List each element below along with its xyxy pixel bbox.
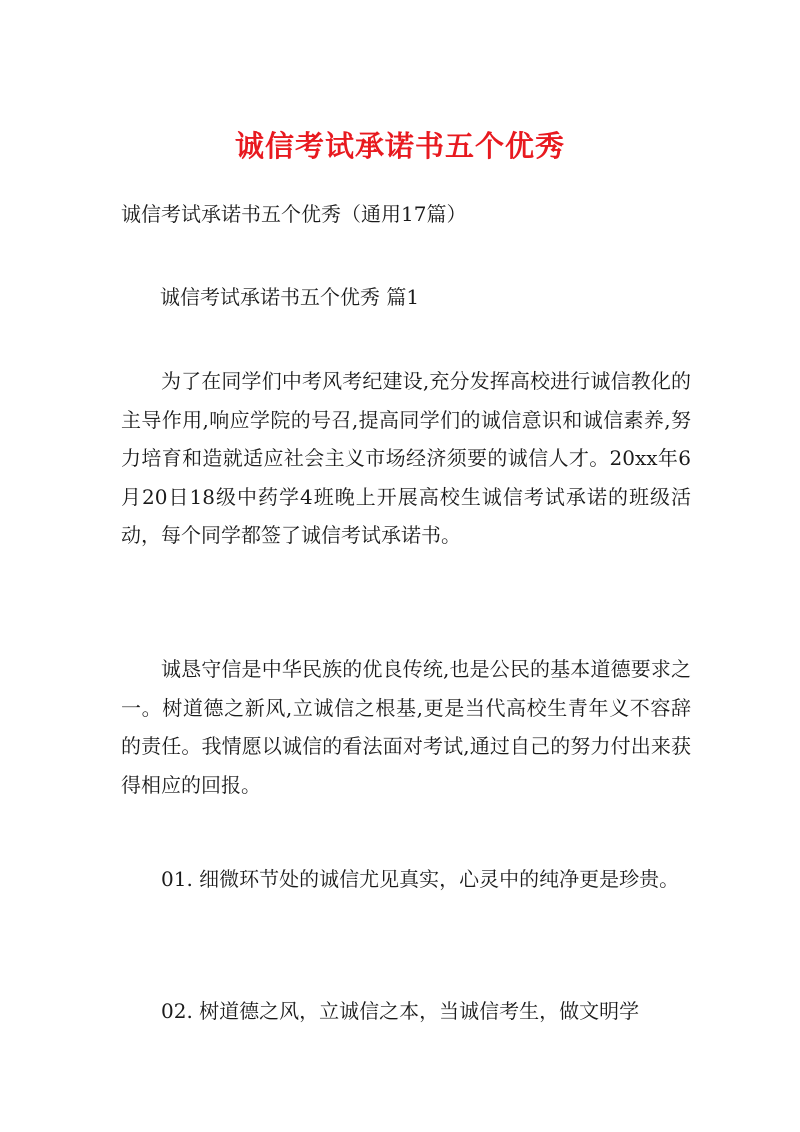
body-paragraph: 诚恳守信是中华民族的优良传统,也是公民的基本道德要求之一。树道德之新风,立诚信之根基,更是当代高校生青年义不容辞的责任。我情愿以诚信的看法面对考试,通过自己的努力付出来获得相应的回报。	[121, 657, 691, 797]
document-title: 诚信考试承诺书五个优秀	[234, 129, 565, 163]
document-subtitle: 诚信考试承诺书五个优秀（通用17篇）	[121, 202, 467, 226]
list-item: 01. 细微环节处的诚信尤见真实，心灵中的纯净更是珍贵。	[161, 867, 680, 891]
list-item: 02. 树道德之风，立诚信之本，当诚信考生，做文明学	[161, 999, 640, 1023]
section-heading: 诚信考试承诺书五个优秀 篇1	[160, 285, 420, 309]
body-paragraph: 为了在同学们中考风考纪建设,充分发挥高校进行诚信教化的主导作用,响应学院的号召,提高同学们的诚信意识和诚信素养,努力培育和造就适应社会主义市场经济须要的诚信人才。20xx年6月20日18级中药学4班晚上开展高校生诚信考试承诺的班级活动，每个同学都签了诚信考试承诺书。	[121, 369, 691, 547]
